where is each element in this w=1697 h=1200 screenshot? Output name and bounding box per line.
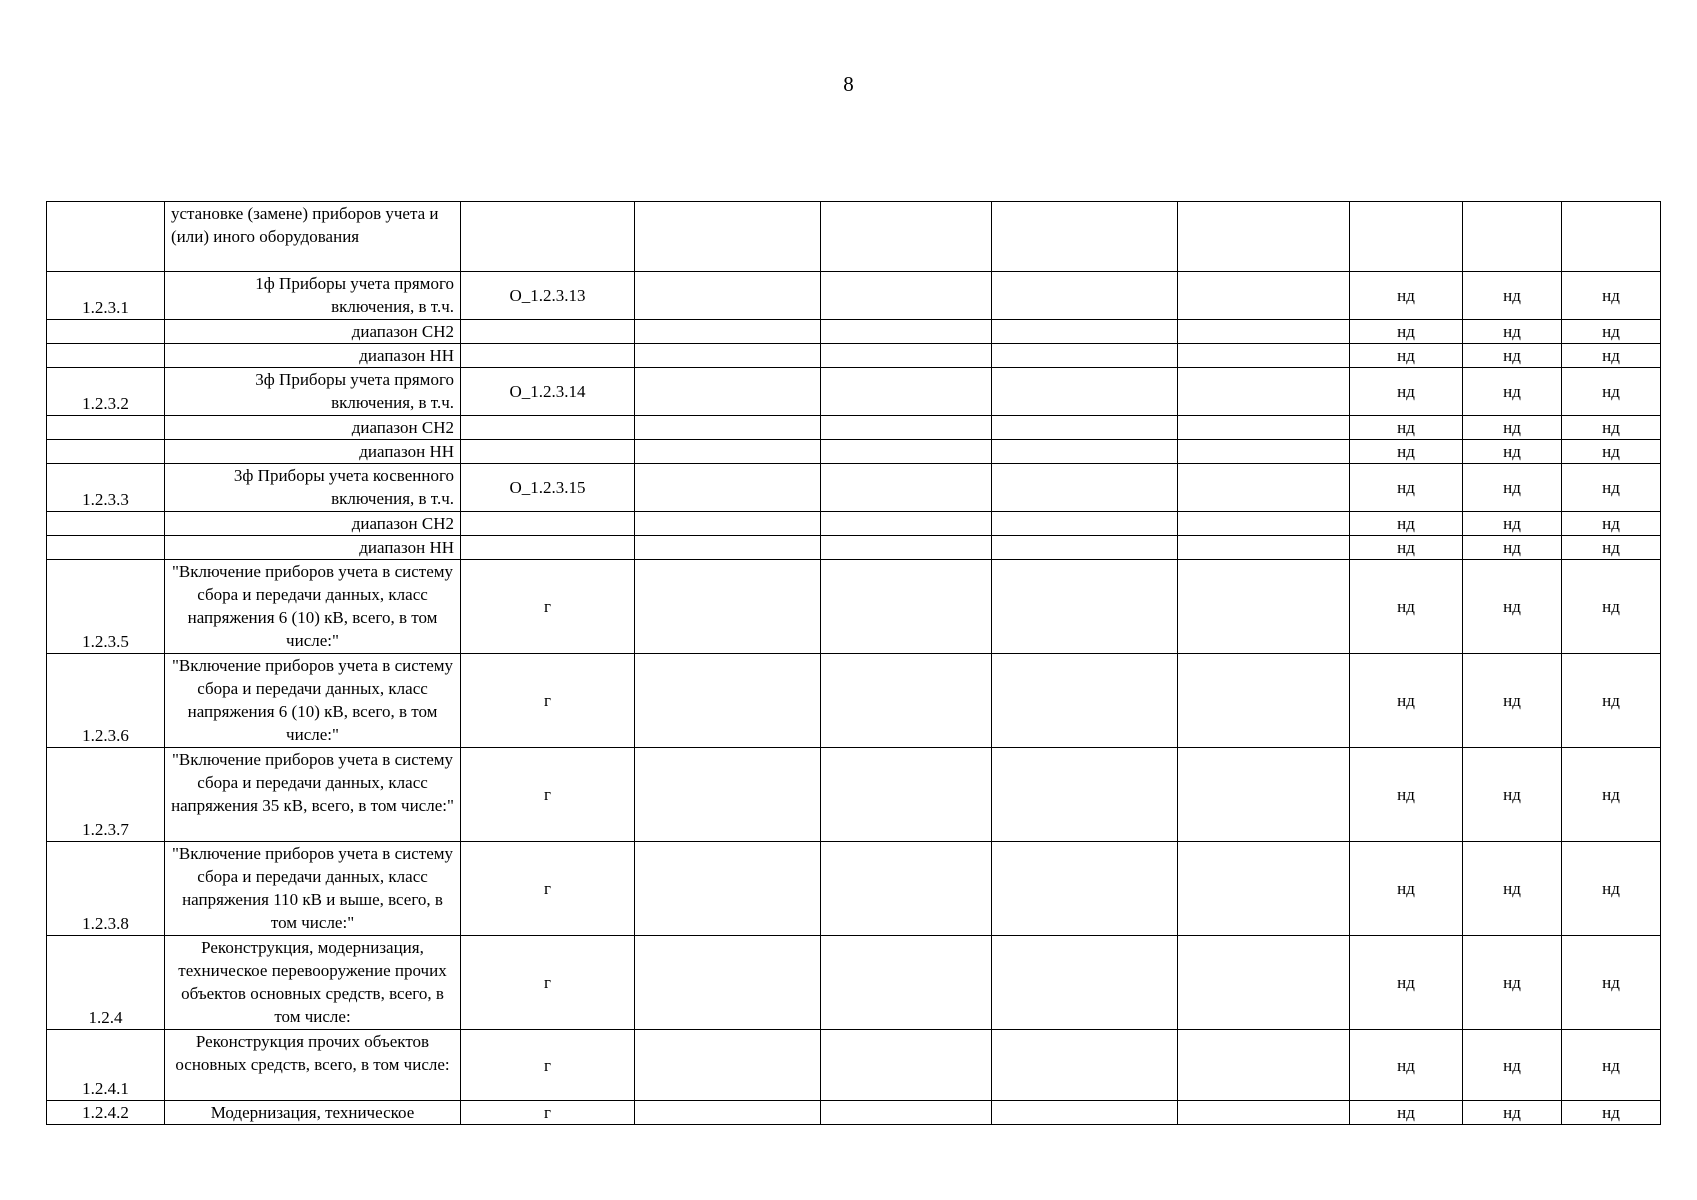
code-cell: г [461, 936, 635, 1030]
empty-cell [821, 272, 992, 320]
empty-cell [635, 202, 821, 272]
empty-cell [821, 560, 992, 654]
description-cell: 1ф Приборы учета прямого включения, в т.ч. [165, 272, 461, 320]
row-number-cell: 1.2.3.8 [47, 842, 165, 936]
data-table [46, 201, 1661, 1125]
value-cell: нд [1562, 1030, 1661, 1101]
value-cell: нд [1562, 344, 1661, 368]
empty-cell [821, 320, 992, 344]
value-cell [1562, 202, 1661, 272]
table-row [47, 536, 1661, 560]
value-cell: нд [1350, 416, 1463, 440]
empty-cell [821, 842, 992, 936]
empty-cell [821, 512, 992, 536]
value-cell: нд [1463, 416, 1562, 440]
empty-cell [992, 464, 1178, 512]
empty-cell [1178, 464, 1350, 512]
code-cell: г [461, 748, 635, 842]
code-cell: г [461, 654, 635, 748]
empty-cell [1178, 202, 1350, 272]
code-cell [461, 202, 635, 272]
empty-cell [821, 464, 992, 512]
table-row [47, 416, 1661, 440]
value-cell: нд [1562, 748, 1661, 842]
description-cell: диапазон СН2 [165, 416, 461, 440]
value-cell: нд [1350, 842, 1463, 936]
value-cell: нд [1350, 1030, 1463, 1101]
row-number-cell: 1.2.3.1 [47, 272, 165, 320]
row-number-cell [47, 320, 165, 344]
code-cell: г [461, 560, 635, 654]
value-cell: нд [1463, 1030, 1562, 1101]
empty-cell [821, 1030, 992, 1101]
row-number-cell: 1.2.3.3 [47, 464, 165, 512]
value-cell: нд [1562, 440, 1661, 464]
value-cell: нд [1463, 536, 1562, 560]
code-cell: г [461, 1030, 635, 1101]
table-row [47, 1101, 1661, 1125]
empty-cell [992, 344, 1178, 368]
description-cell: 3ф Приборы учета косвенного включения, в т.ч. [165, 464, 461, 512]
description-cell: "Включение приборов учета в систему сбора и передачи данных, класс напряжения 6 (10) кВ, всего, в том числе:" [165, 560, 461, 654]
empty-cell [635, 748, 821, 842]
row-number-cell: 1.2.4.2 [47, 1101, 165, 1125]
empty-cell [992, 1030, 1178, 1101]
table-row [47, 936, 1661, 1030]
empty-cell [1178, 1030, 1350, 1101]
empty-cell [1178, 368, 1350, 416]
empty-cell [821, 536, 992, 560]
value-cell: нд [1562, 654, 1661, 748]
code-cell [461, 416, 635, 440]
table-row [47, 512, 1661, 536]
value-cell: нд [1562, 512, 1661, 536]
empty-cell [992, 1101, 1178, 1125]
value-cell: нд [1562, 936, 1661, 1030]
table-row [47, 344, 1661, 368]
row-number-cell: 1.2.3.7 [47, 748, 165, 842]
code-cell: г [461, 1101, 635, 1125]
empty-cell [992, 368, 1178, 416]
empty-cell [1178, 512, 1350, 536]
empty-cell [1178, 1101, 1350, 1125]
empty-cell [992, 748, 1178, 842]
value-cell: нд [1463, 748, 1562, 842]
empty-cell [635, 512, 821, 536]
empty-cell [992, 512, 1178, 536]
description-cell: 3ф Приборы учета прямого включения, в т.ч. [165, 368, 461, 416]
value-cell: нд [1463, 272, 1562, 320]
value-cell: нд [1350, 320, 1463, 344]
empty-cell [821, 654, 992, 748]
description-cell: диапазон СН2 [165, 320, 461, 344]
row-number-cell: 1.2.3.2 [47, 368, 165, 416]
value-cell [1463, 202, 1562, 272]
empty-cell [1178, 842, 1350, 936]
empty-cell [992, 202, 1178, 272]
value-cell: нд [1562, 842, 1661, 936]
row-number-cell: 1.2.3.6 [47, 654, 165, 748]
empty-cell [992, 842, 1178, 936]
empty-cell [821, 368, 992, 416]
empty-cell [821, 440, 992, 464]
table-row [47, 842, 1661, 936]
row-number-cell: 1.2.4 [47, 936, 165, 1030]
empty-cell [992, 272, 1178, 320]
row-number-cell [47, 202, 165, 272]
value-cell [1350, 202, 1463, 272]
row-number-cell [47, 344, 165, 368]
code-cell: О_1.2.3.14 [461, 368, 635, 416]
value-cell: нд [1463, 560, 1562, 654]
value-cell: нд [1463, 464, 1562, 512]
value-cell: нд [1463, 344, 1562, 368]
value-cell: нд [1350, 512, 1463, 536]
value-cell: нд [1350, 368, 1463, 416]
value-cell: нд [1350, 654, 1463, 748]
code-cell [461, 512, 635, 536]
empty-cell [992, 536, 1178, 560]
empty-cell [821, 416, 992, 440]
empty-cell [635, 536, 821, 560]
value-cell: нд [1562, 368, 1661, 416]
code-cell [461, 320, 635, 344]
value-cell: нд [1463, 654, 1562, 748]
empty-cell [635, 272, 821, 320]
empty-cell [1178, 560, 1350, 654]
value-cell: нд [1350, 272, 1463, 320]
row-number-cell: 1.2.3.5 [47, 560, 165, 654]
description-cell: Реконструкция, модернизация, техническое перевооружение прочих объектов основных средств, всего, в том числе: [165, 936, 461, 1030]
empty-cell [635, 842, 821, 936]
empty-cell [635, 416, 821, 440]
value-cell: нд [1562, 560, 1661, 654]
value-cell: нд [1463, 440, 1562, 464]
empty-cell [635, 654, 821, 748]
table-row [47, 440, 1661, 464]
empty-cell [635, 936, 821, 1030]
description-cell: Модернизация, техническое [165, 1101, 461, 1125]
value-cell: нд [1562, 416, 1661, 440]
empty-cell [635, 440, 821, 464]
empty-cell [992, 320, 1178, 344]
value-cell: нд [1562, 536, 1661, 560]
value-cell: нд [1350, 536, 1463, 560]
empty-cell [821, 1101, 992, 1125]
empty-cell [1178, 440, 1350, 464]
page-number: 8 [843, 72, 854, 96]
empty-cell [821, 344, 992, 368]
empty-cell [635, 1030, 821, 1101]
value-cell: нд [1562, 1101, 1661, 1125]
empty-cell [635, 344, 821, 368]
empty-cell [1178, 536, 1350, 560]
row-number-cell [47, 512, 165, 536]
table-row [47, 748, 1661, 842]
empty-cell [635, 560, 821, 654]
value-cell: нд [1350, 464, 1463, 512]
description-cell: "Включение приборов учета в систему сбора и передачи данных, класс напряжения 6 (10) кВ, всего, в том числе:" [165, 654, 461, 748]
empty-cell [1178, 416, 1350, 440]
table-row [47, 1030, 1661, 1101]
empty-cell [992, 560, 1178, 654]
description-cell: "Включение приборов учета в систему сбора и передачи данных, класс напряжения 110 кВ и выше, всего, в том числе:" [165, 842, 461, 936]
value-cell: нд [1463, 1101, 1562, 1125]
table-row [47, 560, 1661, 654]
code-cell [461, 536, 635, 560]
empty-cell [992, 440, 1178, 464]
empty-cell [635, 1101, 821, 1125]
empty-cell [635, 464, 821, 512]
empty-cell [635, 320, 821, 344]
table-row [47, 320, 1661, 344]
description-cell: Реконструкция прочих объектов основных средств, всего, в том числе: [165, 1030, 461, 1101]
empty-cell [821, 936, 992, 1030]
description-cell: диапазон НН [165, 344, 461, 368]
row-number-cell [47, 440, 165, 464]
table-row [47, 464, 1661, 512]
value-cell: нд [1463, 368, 1562, 416]
empty-cell [1178, 320, 1350, 344]
value-cell: нд [1463, 512, 1562, 536]
code-cell: О_1.2.3.13 [461, 272, 635, 320]
row-number-cell: 1.2.4.1 [47, 1030, 165, 1101]
row-number-cell [47, 416, 165, 440]
value-cell: нд [1350, 1101, 1463, 1125]
row-number-cell [47, 536, 165, 560]
description-cell: диапазон НН [165, 440, 461, 464]
value-cell: нд [1350, 748, 1463, 842]
value-cell: нд [1350, 440, 1463, 464]
empty-cell [992, 654, 1178, 748]
description-cell: установке (замене) приборов учета и (или) иного оборудования [165, 202, 461, 272]
empty-cell [1178, 272, 1350, 320]
code-cell: г [461, 842, 635, 936]
description-cell: "Включение приборов учета в систему сбора и передачи данных, класс напряжения 35 кВ, всего, в том числе:" [165, 748, 461, 842]
value-cell: нд [1350, 344, 1463, 368]
code-cell [461, 440, 635, 464]
value-cell: нд [1463, 320, 1562, 344]
value-cell: нд [1562, 272, 1661, 320]
table-row [47, 202, 1661, 272]
value-cell: нд [1350, 936, 1463, 1030]
empty-cell [635, 368, 821, 416]
value-cell: нд [1562, 464, 1661, 512]
empty-cell [1178, 936, 1350, 1030]
value-cell: нд [1463, 842, 1562, 936]
value-cell: нд [1463, 936, 1562, 1030]
empty-cell [992, 936, 1178, 1030]
description-cell: диапазон НН [165, 536, 461, 560]
empty-cell [1178, 344, 1350, 368]
table-row [47, 654, 1661, 748]
empty-cell [1178, 654, 1350, 748]
table-row [47, 272, 1661, 320]
description-cell: диапазон СН2 [165, 512, 461, 536]
code-cell [461, 344, 635, 368]
empty-cell [1178, 748, 1350, 842]
empty-cell [821, 748, 992, 842]
value-cell: нд [1562, 320, 1661, 344]
empty-cell [992, 416, 1178, 440]
code-cell: О_1.2.3.15 [461, 464, 635, 512]
empty-cell [821, 202, 992, 272]
table-row [47, 368, 1661, 416]
value-cell: нд [1350, 560, 1463, 654]
